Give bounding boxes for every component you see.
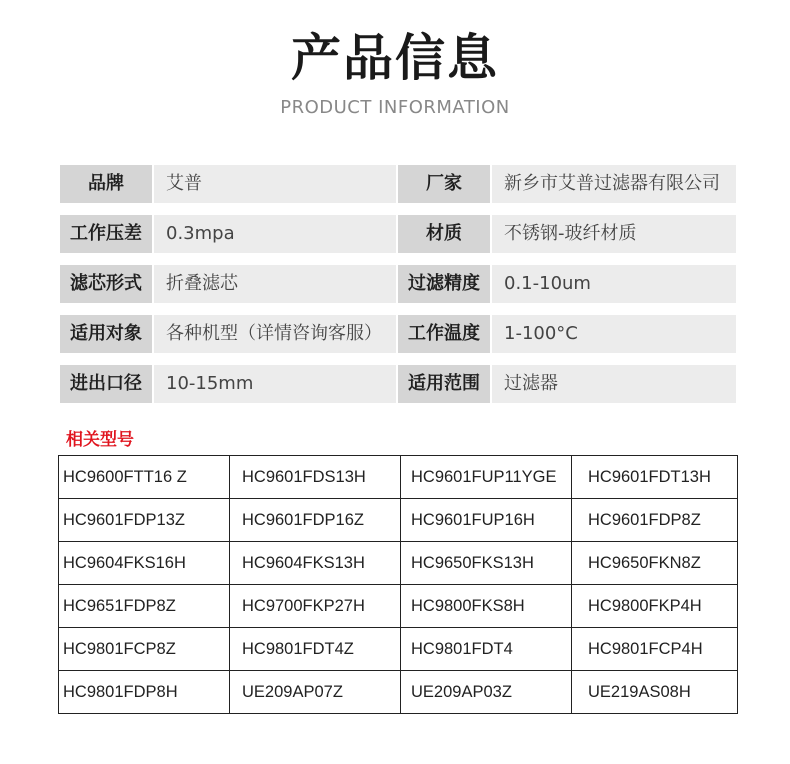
table-row <box>59 456 738 499</box>
model-cell: HC9801FCP4H <box>572 628 738 671</box>
related-models-heading: 相关型号 <box>66 430 134 450</box>
model-cell: HC9601FUP11YGE <box>401 456 572 499</box>
model-cell: HC9800FKS8H <box>401 585 572 628</box>
model-cell: HC9801FDT4Z <box>230 628 401 671</box>
spec-label: 适用对象 <box>60 315 152 353</box>
related-models-table <box>58 455 738 714</box>
spec-value: 1-100°C <box>492 315 736 353</box>
model-cell: HC9650FKN8Z <box>572 542 738 585</box>
spec-value: 10-15mm <box>154 365 396 403</box>
table-row <box>59 628 738 671</box>
table-row <box>59 542 738 585</box>
spec-value: 各种机型（详情咨询客服） <box>154 315 396 353</box>
spec-label: 品牌 <box>60 165 152 203</box>
model-cell: UE219AS08H <box>572 671 738 714</box>
spec-row-filter-form <box>60 265 736 303</box>
spec-value: 0.1-10um <box>492 265 736 303</box>
table-row <box>59 671 738 714</box>
spec-label: 进出口径 <box>60 365 152 403</box>
spec-row-applicable <box>60 315 736 353</box>
model-cell: HC9700FKP27H <box>230 585 401 628</box>
spec-row-pressure <box>60 215 736 253</box>
spec-label: 过滤精度 <box>398 265 490 303</box>
spec-row-brand <box>60 165 736 203</box>
model-cell: HC9801FDT4 <box>401 628 572 671</box>
model-cell: HC9800FKP4H <box>572 585 738 628</box>
model-cell: HC9601FDT13H <box>572 456 738 499</box>
spec-label: 材质 <box>398 215 490 253</box>
table-row <box>59 585 738 628</box>
spec-value: 过滤器 <box>492 365 736 403</box>
spec-label: 适用范围 <box>398 365 490 403</box>
spec-label: 厂家 <box>398 165 490 203</box>
model-cell: UE209AP03Z <box>401 671 572 714</box>
spec-label: 工作温度 <box>398 315 490 353</box>
model-cell: HC9801FCP8Z <box>59 628 230 671</box>
model-cell: HC9601FUP16H <box>401 499 572 542</box>
table-row <box>59 499 738 542</box>
model-cell: HC9601FDP13Z <box>59 499 230 542</box>
model-cell: HC9650FKS13H <box>401 542 572 585</box>
page-subtitle: PRODUCT INFORMATION <box>280 97 510 118</box>
page-title: 产品信息 <box>291 29 499 87</box>
spec-value: 0.3mpa <box>154 215 396 253</box>
spec-value: 不锈钢-玻纤材质 <box>492 215 736 253</box>
model-cell: HC9801FDP8H <box>59 671 230 714</box>
model-cell: HC9601FDP16Z <box>230 499 401 542</box>
model-cell: UE209AP07Z <box>230 671 401 714</box>
model-cell: HC9601FDP8Z <box>572 499 738 542</box>
model-cell: HC9651FDP8Z <box>59 585 230 628</box>
model-cell: HC9604FKS13H <box>230 542 401 585</box>
spec-value: 新乡市艾普过滤器有限公司 <box>492 165 736 203</box>
spec-value: 折叠滤芯 <box>154 265 396 303</box>
spec-label: 滤芯形式 <box>60 265 152 303</box>
spec-row-port <box>60 365 736 403</box>
model-cell: HC9604FKS16H <box>59 542 230 585</box>
model-cell: HC9601FDS13H <box>230 456 401 499</box>
spec-label: 工作压差 <box>60 215 152 253</box>
spec-value: 艾普 <box>154 165 396 203</box>
model-cell: HC9600FTT16 Z <box>59 456 230 499</box>
